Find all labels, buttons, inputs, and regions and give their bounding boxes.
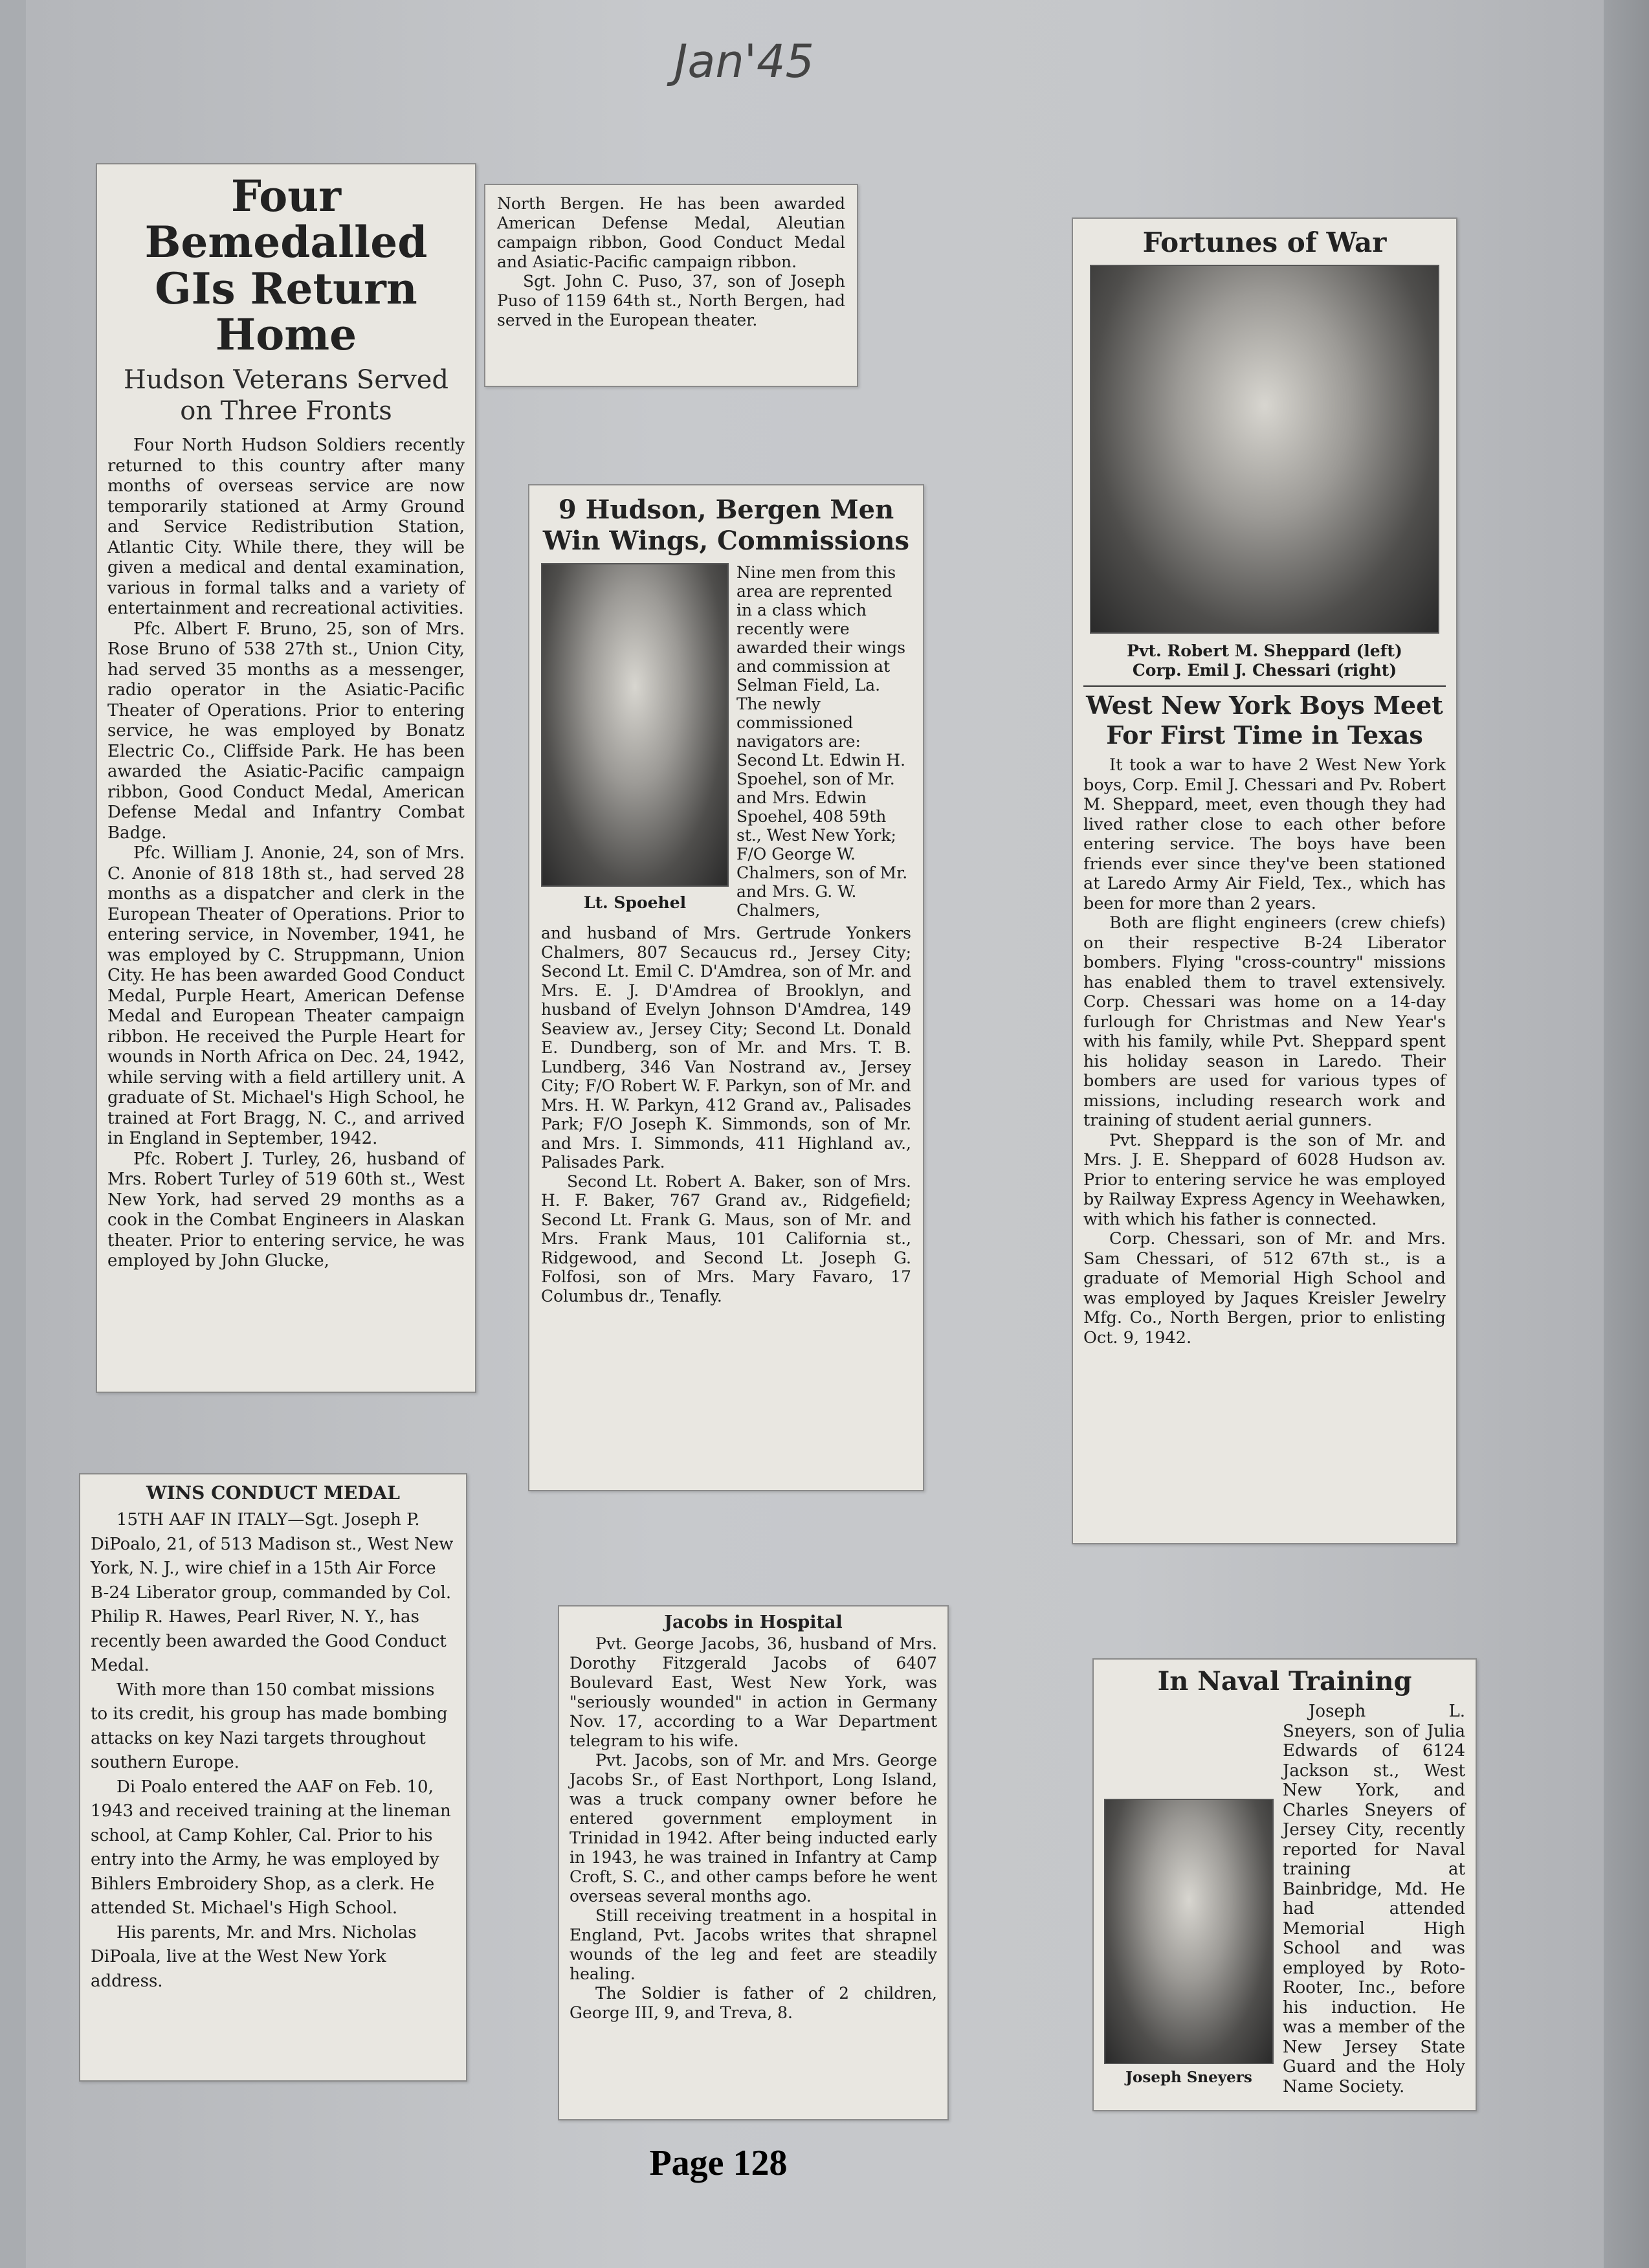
- article-body: [1083, 755, 1446, 1348]
- paragraph: Pfc. Albert F. Bruno, 25, son of Mrs. Rose Bruno of 538 27th st., Union City, had served 35 months as a messenger, radio operator in the Asiatic-Pacific Theater of Operations. Prior to entering service, he was employed by Bonatz Electric Co., Cliffside Park. He has been awarded the Asiatic-Pacific campaign ribbon, Good Conduct Medal, American Defense Medal and Infantry Combat Badge.: [107, 619, 465, 843]
- paragraph: Both are flight engineers (crew chiefs) on their respective B-24 Liberator bombers. Flying "cross-country" missions has enabled them to travel extensively. Corp. Chessari was home on a 14-day furlough for Christmas and New Year's with his family, while Pvt. Sheppard spent his holiday season in Laredo. Their bombers are used for various types of missions, including research work and training of student aerial gunners.: [1083, 913, 1446, 1131]
- paragraph: Pvt. Jacobs, son of Mr. and Mrs. George Jacobs Sr., of East Northport, Long Island, was a truck company owner before he entered government employment in Trinidad in 1942. After being inducted early in 1943, he was trained in Infantry at Camp Croft, S. C., and other camps before he went overseas several months ago.: [570, 1751, 937, 1906]
- paragraph: With more than 150 combat missions to its credit, his group has made bombing attacks on key Nazi targets throughout southern Europe.: [91, 1680, 448, 1773]
- article-wins-conduct-medal: [79, 1473, 467, 2082]
- photo-block: [1104, 1799, 1274, 2087]
- headline: 9 Hudson, Bergen Men Win Wings, Commissions: [542, 495, 910, 556]
- subhead: Hudson Veterans Served on Three Fronts: [123, 365, 448, 427]
- article-wings-commissions: [528, 484, 924, 1491]
- article-intro: Nine men from this area are reprented in a class which recently were awarded their wings and commission at Selman Field, La. The newly commissioned navigators are: Second Lt. Edwin H. Spoehel, son of Mr. and Mrs. Edwin Spoehel, 408 59th st., West New York; F/O George W. Chalmers, son of Mr. and Mrs. G. W. Chalmers,: [736, 563, 908, 920]
- paragraph: Pfc. William J. Anonie, 24, son of Mrs. C. Anonie of 818 18th st., had served 28 months as a dispatcher and clerk in the European Theater of Operations. Prior to entering service, in November, 1941, he was employed by C. Struppmann, Union City. He has been awarded Good Conduct Medal, Purple Heart, American Defense Medal and European Theater campaign ribbon. He received the Purple Heart for wounds in North Africa on Dec. 24, 1942, while serving with a field artillery unit. A graduate of St. Michael's High School, he trained at Fort Bragg, N. C., and arrived in England in September, 1942.: [107, 843, 465, 1149]
- headline-line2: GIs Return Home: [155, 263, 417, 360]
- article-gis-continuation: [484, 184, 858, 387]
- article-body: Joseph L. Sneyers, son of Julia Edwards of 6124 Jackson st., West New York, and Charles Sneyers of Jersey City, recently reported for Naval training at Bainbridge, Md. He had attended Memorial High School and was employed by Roto-Rooter, Inc., before his induction. He was a member of the New Jersey State Guard and the Holy Name Society.: [1283, 1702, 1465, 2096]
- article-body: [570, 1634, 937, 2023]
- headline: WINS CONDUCT MEDAL: [146, 1482, 400, 1504]
- photo-caption: Lt. Spoehel: [583, 893, 687, 912]
- article-body: [541, 924, 911, 1306]
- paragraph: The Soldier is father of 2 children, George III, 9, and Treva, 8.: [570, 1984, 937, 2023]
- paragraph: Corp. Chessari, son of Mr. and Mrs. Sam Chessari, of 512 67th st., is a graduate of Memorial High School and was employed by Jaques Kreisler Jewelry Mfg. Co., North Bergen, prior to enlisting Oct. 9, 1942.: [1083, 1229, 1446, 1348]
- paragraph: Still receiving treatment in a hospital in England, Pvt. Jacobs writes that shrapnel wounds of the leg and feet are steadily healing.: [570, 1906, 937, 1984]
- article-body: [107, 436, 465, 1272]
- article-fortunes-of-war: [1072, 217, 1457, 1544]
- paragraph: Pvt. Sheppard is the son of Mr. and Mrs. J. E. Sheppard of 6028 Hudson av. Prior to entering service he was employed by Railway Express Agency in Weehawken, with which his father is connected.: [1083, 1130, 1446, 1229]
- caption-line1: Pvt. Robert M. Sheppard (left): [1127, 641, 1402, 661]
- handwritten-date: Jan'45: [674, 35, 815, 88]
- headline-line1: Four Bemedalled: [144, 171, 428, 268]
- paragraph: Sgt. John C. Puso, 37, son of Joseph Puso of 1159 64th st., North Bergen, had served in the European theater.: [497, 272, 845, 329]
- paragraph: 15TH AAF IN ITALY—Sgt. Joseph P. DiPoalo, 21, of 513 Madison st., West New York, N. J., wire chief in a 15th Air Force B-24 Liberator group, commanded by Col. Philip R. Hawes, Pearl River, N. Y., has recently been awarded the Good Conduct Medal.: [91, 1510, 454, 1676]
- feature-title: Fortunes of War: [1142, 227, 1387, 258]
- paragraph: Second Lt. Robert A. Baker, son of Mrs. H. F. Baker, 767 Grand av., Ridgefield; Second Lt. Frank G. Maus, son of Mr. and Mrs. Frank Maus, 101 California st., Ridgewood, and Second Lt. Joseph G. Folfosi, son of Mrs. Mary Favaro, 17 Columbus dr., Tenafly.: [541, 1172, 911, 1306]
- paragraph: It took a war to have 2 West New York boys, Corp. Emil J. Chessari and Pv. Robert M. Sheppard, meet, even though they had lived rather close to each other before entering service. The boys have been friends ever since they've been stationed at Laredo Army Air Field, Tex., which has been for more than 2 years.: [1083, 755, 1446, 913]
- paragraph: Pfc. Robert J. Turley, 26, husband of Mrs. Robert Turley of 519 60th st., West New York, had served 29 months as a cook in the Combat Engineers in Alaskan theater. Prior to entering service, he was employed by John Glucke,: [107, 1149, 465, 1271]
- paragraph: His parents, Mr. and Mrs. Nicholas DiPoala, live at the West New York address.: [91, 1922, 417, 1991]
- photo-caption: Joseph Sneyers: [1125, 2069, 1252, 2087]
- caption-line2: Corp. Emil J. Chessari (right): [1132, 661, 1397, 680]
- portrait-photo-spoehel: [541, 563, 729, 887]
- page-number: Page 128: [649, 2143, 788, 2183]
- paragraph: Pvt. George Jacobs, 36, husband of Mrs. Dorothy Fitzgerald Jacobs of 6407 Boulevard East, West New York, was "seriously wounded" in action in Germany Nov. 17, according to a War Department telegram to his wife.: [570, 1634, 937, 1751]
- article-jacobs-in-hospital: [558, 1605, 949, 2120]
- paragraph: Four North Hudson Soldiers recently returned to this country after many months of overseas service are now temporarily stationed at Army Ground and Service Redistribution Station, Atlantic City. While there, they will be given a medical and dental examination, various in formal talks and a variety of entertainment and recreational activities.: [107, 436, 465, 619]
- paragraph: and husband of Mrs. Gertrude Yonkers Chalmers, 807 Secaucus rd., Jersey City; Second Lt. Emil C. D'Amdrea, son of Mr. and Mrs. E. J. D'Amdrea of Brooklyn, and husband of Evelyn Johnson D'Amdrea, 149 Seaview av., Jersey City; Second Lt. Donald E. Dundberg, son of Mr. and Mrs. T. B. Lundberg, 346 Van Nostrand av., Jersey City; F/O Robert W. F. Parkyn, son of Mr. and Mrs. H. W. Parkyn, 412 Grand av., Palisades Park; F/O Joseph K. Simmonds, son of Mr. and Mrs. I. Simmonds, 411 Highland av., Palisades Park.: [541, 924, 911, 1172]
- paragraph: North Bergen. He has been awarded American Defense Medal, Aleutian campaign ribbon, Good Conduct Medal and Asiatic-Pacific campaign ribbon.: [497, 194, 845, 271]
- article-body: [91, 1508, 456, 1994]
- headline: West New York Boys Meet For First Time in Texas: [1086, 691, 1443, 750]
- paragraph: Di Poalo entered the AAF on Feb. 10, 1943 and received training at the lineman school, at Camp Kohler, Cal. Prior to his entry into the Army, he was employed by Bihlers Embroidery Shop, as a clerk. He attended St. Michael's High School.: [91, 1777, 451, 1918]
- article-gis-return-home: [96, 163, 476, 1393]
- headline: In Naval Training: [1157, 1666, 1412, 1696]
- article-in-naval-training: [1092, 1658, 1477, 2111]
- divider: [1083, 685, 1446, 687]
- article-body: [497, 194, 845, 330]
- headline: Jacobs in Hospital: [664, 1612, 843, 1632]
- photo-sheppard-chessari: [1090, 265, 1439, 634]
- portrait-photo-sneyers: [1104, 1799, 1274, 2064]
- page-edge: [1604, 0, 1649, 2268]
